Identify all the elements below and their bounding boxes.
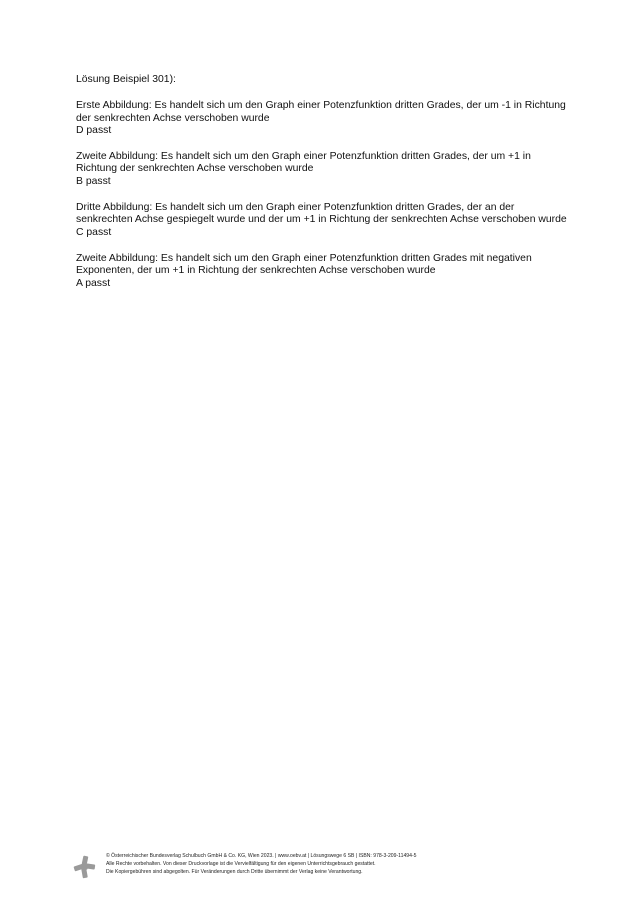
footer-line-2: Alle Rechte vorbehalten. Von dieser Druckvorlage ist die Vervielfältigung für den eigenen Unterrichtsgebrauch gestattet. (106, 861, 376, 867)
answer-3-line-2: senkrechten Achse gespiegelt wurde und der um +1 in Richtung der senkrechten Achse verschoben wurde (76, 214, 567, 226)
answer-2-line-1: Zweite Abbildung: Es handelt sich um den Graph einer Potenzfunktion dritten Grades, der um +1 in (76, 151, 531, 163)
answer-3-line-1: Dritte Abbildung: Es handelt sich um den Graph einer Potenzfunktion dritten Grades, der an der (76, 202, 515, 214)
answer-1-line-2: der senkrechten Achse verschoben wurde (76, 112, 270, 124)
document-body (76, 74, 596, 304)
answer-3-match: C passt (76, 226, 112, 238)
answer-1-match: D passt (76, 124, 112, 136)
footer-line-3: Die Kopiergebühren sind abgegolten. Für Veränderungen durch Dritte übernimmt der Verlag keine Verantwortung. (106, 869, 363, 875)
answer-paragraph-3 (76, 202, 596, 239)
footer-line-1: © Österreichischer Bundesverlag Schulbuch GmbH & Co. KG, Wien 2023. | www.oebv.at | Lösungswege 6 SB | ISBN: 978-3-209-11494-5 (106, 853, 417, 859)
answer-4-line-2: Exponenten, der um +1 in Richtung der senkrechten Achse verschoben wurde (76, 265, 436, 277)
answer-1-line-1: Erste Abbildung: Es handelt sich um den Graph einer Potenzfunktion dritten Grades, der um -1 in Richtung (76, 100, 566, 112)
answer-2-line-2: Richtung der senkrechten Achse verschoben wurde (76, 163, 314, 175)
answer-paragraph-4 (76, 253, 596, 290)
oebv-logo-icon (73, 855, 97, 879)
answer-2-match: B passt (76, 175, 111, 187)
footer-copyright (106, 852, 416, 876)
answer-4-match: A passt (76, 277, 111, 289)
solution-heading: Lösung Beispiel 301): (76, 74, 176, 85)
answer-paragraph-2 (76, 151, 596, 188)
publisher-footer (73, 852, 493, 882)
answer-4-line-1: Zweite Abbildung: Es handelt sich um den Graph einer Potenzfunktion dritten Grades mit negativen (76, 252, 532, 264)
answer-paragraph-1 (76, 100, 596, 137)
